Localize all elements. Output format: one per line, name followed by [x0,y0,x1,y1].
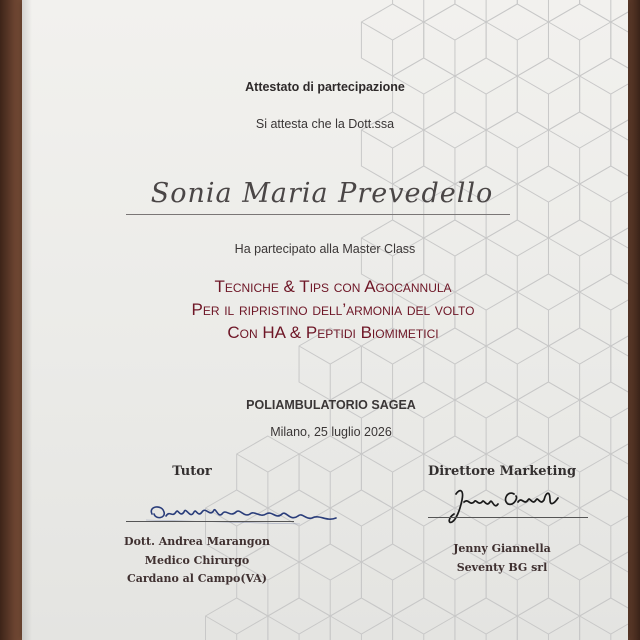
wood-background-right [626,0,640,640]
watermark-cube [486,4,548,76]
director-company: Seventy BG srl [456,560,548,574]
tutor-role: Medico Chirurgo [144,553,250,567]
watermark-cube [206,598,268,640]
watermark-cube [611,544,628,616]
watermark-cube [517,0,579,22]
watermark-cube [455,598,517,640]
watermark-cube [330,598,392,640]
tutor-signature-line [126,521,294,522]
watermark-cube [268,598,330,640]
watermark-cube [517,166,579,238]
course-title-line-1: Tecniche & Tips con Agocannula [214,277,452,296]
watermark-cube [580,166,628,238]
watermark-cube [517,598,579,640]
certificate-heading: Attestato di partecipazione [245,80,405,94]
director-title: Direttore Marketing [427,464,577,479]
director-signature [442,480,572,530]
watermark-cube [611,436,628,508]
watermark-cube [580,382,628,454]
attestation-intro: Si attesta che la Dott.ssa [255,117,395,131]
watermark-cube [580,598,628,640]
watermark-cube [611,4,628,76]
course-title [22,275,628,344]
watermark-cube [299,544,361,616]
place-and-date: Milano, 25 luglio 2026 [270,425,392,439]
watermark-cube [393,598,455,640]
name-underline [126,214,510,215]
tutor-location: Cardano al Campo(VA) [127,572,267,585]
director-details [402,540,602,577]
venue-name: POLIAMBULATORIO SAGEA [246,398,416,412]
watermark-cube [548,4,610,76]
participation-text: Ha partecipato alla Master Class [234,242,416,256]
tutor-details [102,533,292,589]
watermark-cube [517,382,579,454]
watermark-cube [330,382,392,454]
director-name: Jenny Giannella [453,542,551,555]
recipient-name: Sonia Maria Prevedello [150,178,494,209]
tutor-name: Dott. Andrea Marangon [124,535,270,548]
watermark-cube [455,0,517,22]
tutor-signature [140,496,350,532]
watermark-cube [393,382,455,454]
watermark-cube [455,382,517,454]
watermark-cube [580,0,628,22]
tutor-title: Tutor [172,464,212,479]
director-signature-line [428,517,588,518]
wood-background-left [0,0,24,640]
course-title-line-2: Per il ripristino dell’armonia del volto [191,300,475,319]
certificate-paper [22,0,628,640]
watermark-cube [393,0,455,22]
watermark-cube [424,4,486,76]
watermark-cube [361,4,423,76]
course-title-line-3: Con HA & Peptidi Biomimetici [227,323,439,342]
